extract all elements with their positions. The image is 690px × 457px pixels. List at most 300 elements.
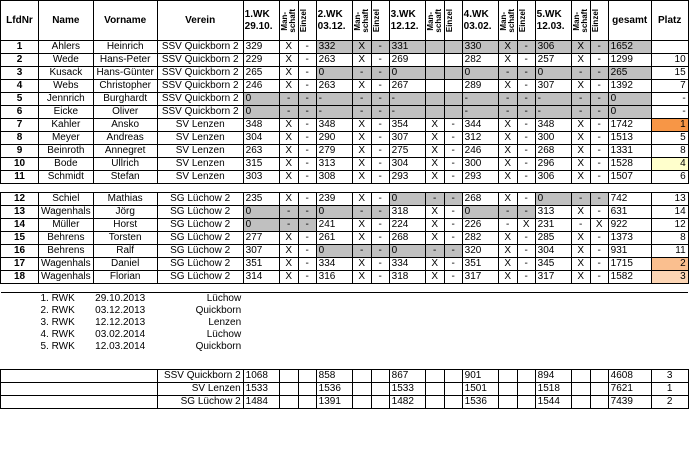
mannschaft-cell: X: [352, 232, 371, 245]
blank: [352, 329, 371, 341]
spacer-cell: [498, 284, 517, 293]
mannschaft-cell: -: [571, 193, 590, 206]
rwk-row: [1, 293, 689, 306]
table-row: [1, 158, 689, 171]
spacer-cell: [316, 361, 352, 370]
table-row: [1, 219, 689, 232]
row-vorname: Annegret: [93, 145, 157, 158]
einzel-cell: -: [517, 232, 535, 245]
score-cell: -: [535, 93, 571, 106]
row-number: 8: [1, 132, 39, 145]
mannschaft-cell: X: [498, 271, 517, 284]
score-cell: -: [316, 106, 352, 119]
mannschaft-cell: X: [425, 219, 444, 232]
rwk-date: 12.12.2013: [95, 317, 146, 328]
blank: [243, 293, 279, 306]
score-cell: 285: [535, 232, 571, 245]
mannschaft-cell: X: [352, 171, 371, 184]
row-vorname: Horst: [93, 219, 157, 232]
spacer-cell: [371, 284, 389, 293]
einzel-cell: -: [517, 54, 535, 67]
einzel-cell: -: [298, 258, 316, 271]
row-verein: SV Lenzen: [157, 145, 243, 158]
mannschaft-cell: X: [425, 258, 444, 271]
einzel-cell: -: [298, 193, 316, 206]
score-cell: 314: [243, 271, 279, 284]
blank: [535, 341, 571, 353]
score-cell: 303: [243, 171, 279, 184]
score-cell: 344: [462, 119, 498, 132]
mannschaft-cell: X: [279, 41, 298, 54]
row-name: Wagenhals: [39, 271, 94, 284]
blank: [425, 329, 444, 341]
blank: [352, 341, 371, 353]
spacer-cell: [535, 353, 571, 361]
blank: [298, 317, 316, 329]
blank: [389, 329, 425, 341]
mannschaft-cell: -: [352, 206, 371, 219]
einzel-cell: -: [444, 258, 462, 271]
row-verein: SG Lüchow 2: [157, 193, 243, 206]
mannschaft-cell: -: [498, 106, 517, 119]
blank: [590, 341, 608, 353]
row-number: 5: [1, 93, 39, 106]
team-blank: [298, 383, 316, 396]
mannschaft-cell: X: [279, 232, 298, 245]
mannschaft-cell: X: [279, 271, 298, 284]
header-mannschaft-5: Man- schaft: [571, 1, 590, 41]
blank: [608, 317, 651, 329]
einzel-cell: -: [371, 106, 389, 119]
mannschaft-cell: X: [571, 232, 590, 245]
row-platz: [651, 41, 688, 54]
row-number: 16: [1, 245, 39, 258]
team-blank: [571, 396, 590, 409]
row-gesamt: 922: [608, 219, 651, 232]
score-cell: 246: [462, 145, 498, 158]
team-total-row: [1, 383, 689, 396]
row-platz: 14: [651, 206, 688, 219]
mannschaft-cell: -: [279, 206, 298, 219]
spacer-cell: [425, 353, 444, 361]
spacer-cell: [389, 361, 425, 370]
blank: [371, 293, 389, 306]
row-verein: SV Lenzen: [157, 132, 243, 145]
score-cell: 257: [535, 54, 571, 67]
row-vorname: Hans-Günter: [93, 67, 157, 80]
row-number: 12: [1, 193, 39, 206]
spacer-cell: [39, 184, 94, 193]
table-row: [1, 171, 689, 184]
blank: [243, 341, 279, 353]
blank: [371, 341, 389, 353]
row-gesamt: 1331: [608, 145, 651, 158]
header-mannschaft-3: Man- schaft: [425, 1, 444, 41]
team-blank: [279, 396, 298, 409]
row-platz: -: [651, 93, 688, 106]
score-cell: 317: [535, 271, 571, 284]
einzel-cell: -: [298, 219, 316, 232]
einzel-cell: -: [590, 132, 608, 145]
mannschaft-cell: X: [279, 171, 298, 184]
rwk-label: 3. RWK: [40, 317, 75, 328]
blank: [243, 329, 279, 341]
spacer-cell: [243, 353, 279, 361]
blank: [608, 341, 651, 353]
team-gesamt: 7439: [608, 396, 651, 409]
rwk-ort: Lüchow: [206, 329, 242, 340]
einzel-cell: X: [517, 219, 535, 232]
row-platz: 13: [651, 193, 688, 206]
rwk-label: 1. RWK: [40, 293, 75, 304]
row-gesamt: 1652: [608, 41, 651, 54]
mannschaft-cell: X: [279, 258, 298, 271]
team-total-row: [1, 370, 689, 383]
row-verein: SG Lüchow 2: [157, 232, 243, 245]
einzel-cell: -: [590, 232, 608, 245]
spacer-cell: [571, 353, 590, 361]
rwk-label: 2. RWK: [40, 305, 75, 316]
einzel-cell: -: [590, 206, 608, 219]
team-wk-total: 1518: [535, 383, 571, 396]
spacer-cell: [425, 184, 444, 193]
blank: [316, 329, 352, 341]
blank: [389, 341, 425, 353]
header-wk5: 5.WK 12.03.: [535, 1, 571, 41]
einzel-cell: -: [371, 219, 389, 232]
blank: [608, 329, 651, 341]
row-gesamt: 1742: [608, 119, 651, 132]
header-einzel-5: Einzel: [590, 1, 608, 41]
mannschaft-cell: X: [279, 158, 298, 171]
einzel-cell: -: [444, 119, 462, 132]
mannschaft-cell: X: [498, 193, 517, 206]
team-wk-total: 867: [389, 370, 425, 383]
spacer-cell: [157, 353, 243, 361]
header-wk2: 2.WK 03.12.: [316, 1, 352, 41]
team-blank: [498, 370, 517, 383]
team-blank: [279, 370, 298, 383]
team-blank: [444, 383, 462, 396]
spacer-cell: [352, 184, 371, 193]
mannschaft-cell: X: [425, 145, 444, 158]
spacer-cell: [590, 353, 608, 361]
team-blank: [371, 396, 389, 409]
header-gesamt: gesamt: [608, 1, 651, 41]
score-cell: 316: [316, 271, 352, 284]
header-mannschaft-1: Man- schaft: [279, 1, 298, 41]
spacer-cell: [39, 284, 94, 293]
score-cell: 354: [389, 119, 425, 132]
team-wk-total: 1536: [462, 396, 498, 409]
spacer-cell: [535, 184, 571, 193]
einzel-cell: -: [444, 219, 462, 232]
score-cell: 0: [389, 193, 425, 206]
row-vorname: Burghardt: [93, 93, 157, 106]
score-cell: 348: [316, 119, 352, 132]
team-blank: [498, 383, 517, 396]
row-vorname: Heinrich: [93, 41, 157, 54]
row-name: Schiel: [39, 193, 94, 206]
row-name: Wagenhals: [39, 206, 94, 219]
rwk-date: 12.03.2014: [95, 341, 146, 352]
row-gesamt: 0: [608, 106, 651, 119]
einzel-cell: -: [517, 132, 535, 145]
row-number: 18: [1, 271, 39, 284]
blank: [535, 293, 571, 306]
mannschaft-cell: -: [498, 93, 517, 106]
einzel-cell: -: [444, 145, 462, 158]
spacer-cell: [1, 184, 39, 193]
einzel-cell: X: [590, 219, 608, 232]
row-platz: 15: [651, 67, 688, 80]
table-row: [1, 206, 689, 219]
blank: [571, 329, 590, 341]
einzel-cell: -: [298, 206, 316, 219]
blank: [389, 305, 425, 317]
einzel-cell: -: [371, 119, 389, 132]
einzel-cell: -: [590, 158, 608, 171]
score-cell: 235: [243, 193, 279, 206]
spacer-cell: [608, 184, 651, 193]
score-cell: 348: [535, 119, 571, 132]
mannschaft-cell: [425, 80, 444, 93]
rwk-label: 4. RWK: [40, 329, 75, 340]
blank: [498, 317, 517, 329]
team-blank: [590, 383, 608, 396]
score-cell: 348: [243, 119, 279, 132]
einzel-cell: -: [590, 54, 608, 67]
einzel-cell: -: [444, 158, 462, 171]
einzel-cell: -: [590, 193, 608, 206]
score-cell: 269: [389, 54, 425, 67]
spacer-cell: [517, 284, 535, 293]
score-cell: 313: [535, 206, 571, 219]
row-number: 9: [1, 145, 39, 158]
einzel-cell: -: [371, 80, 389, 93]
row-number: 1: [1, 41, 39, 54]
team-wk-total: 858: [316, 370, 352, 383]
score-cell: 345: [535, 258, 571, 271]
score-cell: -: [316, 93, 352, 106]
mannschaft-cell: X: [498, 171, 517, 184]
score-cell: 318: [389, 271, 425, 284]
blank: [498, 341, 517, 353]
blank: [535, 329, 571, 341]
spacer-cell: [651, 353, 688, 361]
row-verein: SSV Quickborn 2: [157, 93, 243, 106]
spacer-cell: [279, 361, 298, 370]
row-name: Behrens: [39, 232, 94, 245]
team-wk-total: 1536: [316, 383, 352, 396]
rwk-date: 03.02.2014: [95, 329, 146, 340]
spacer-cell: [316, 284, 352, 293]
score-cell: 0: [243, 219, 279, 232]
team-verein: SG Lüchow 2: [157, 396, 243, 409]
blank: [571, 305, 590, 317]
blank: [608, 305, 651, 317]
blank: [517, 293, 535, 306]
row-name: Ahlers: [39, 41, 94, 54]
score-cell: 334: [389, 258, 425, 271]
team-wk-total: 1391: [316, 396, 352, 409]
mannschaft-cell: X: [352, 145, 371, 158]
score-cell: 307: [243, 245, 279, 258]
einzel-cell: -: [517, 80, 535, 93]
einzel-cell: -: [517, 106, 535, 119]
einzel-cell: -: [371, 54, 389, 67]
team-wk-total: 1484: [243, 396, 279, 409]
einzel-cell: [444, 93, 462, 106]
mannschaft-cell: X: [425, 132, 444, 145]
blank: [279, 305, 298, 317]
mannschaft-cell: [425, 54, 444, 67]
einzel-cell: -: [517, 158, 535, 171]
score-cell: 0: [389, 245, 425, 258]
mannschaft-cell: X: [571, 206, 590, 219]
score-cell: 263: [243, 145, 279, 158]
score-cell: -: [535, 106, 571, 119]
mannschaft-cell: -: [571, 106, 590, 119]
rwk-blank: [1, 317, 39, 329]
score-cell: 293: [462, 171, 498, 184]
row-platz: 2: [651, 258, 688, 271]
einzel-cell: -: [298, 54, 316, 67]
score-cell: 0: [243, 106, 279, 119]
blank: [651, 341, 688, 353]
score-cell: 268: [389, 232, 425, 245]
mannschaft-cell: X: [571, 158, 590, 171]
row-vorname: Daniel: [93, 258, 157, 271]
mannschaft-cell: -: [352, 93, 371, 106]
row-verein: SG Lüchow 2: [157, 206, 243, 219]
einzel-cell: -: [371, 232, 389, 245]
score-cell: 263: [316, 54, 352, 67]
row-verein: SG Lüchow 2: [157, 258, 243, 271]
blank: [316, 293, 352, 306]
blank: [371, 317, 389, 329]
team-blank: [444, 370, 462, 383]
mannschaft-cell: X: [352, 41, 371, 54]
blank: [425, 293, 444, 306]
table-row: [1, 119, 689, 132]
row-gesamt: 1582: [608, 271, 651, 284]
einzel-cell: -: [371, 193, 389, 206]
spacer-cell: [389, 184, 425, 193]
einzel-cell: -: [298, 41, 316, 54]
table-row: [1, 54, 689, 67]
spacer-cell: [462, 361, 498, 370]
score-cell: 329: [243, 41, 279, 54]
blank: [243, 317, 279, 329]
row-gesamt: 1507: [608, 171, 651, 184]
header-einzel-3: Einzel: [444, 1, 462, 41]
spacer-cell: [279, 353, 298, 361]
row-verein: SG Lüchow 2: [157, 219, 243, 232]
row-gesamt: 265: [608, 67, 651, 80]
mannschaft-cell: X: [279, 54, 298, 67]
einzel-cell: -: [371, 158, 389, 171]
row-verein: SSV Quickborn 2: [157, 41, 243, 54]
einzel-cell: -: [298, 119, 316, 132]
team-blank: [425, 370, 444, 383]
blank: [462, 341, 498, 353]
team-blank: [1, 370, 158, 383]
row-name: Behrens: [39, 245, 94, 258]
blank: [535, 317, 571, 329]
einzel-cell: -: [517, 245, 535, 258]
einzel-cell: -: [517, 41, 535, 54]
blank: [571, 341, 590, 353]
score-cell: 241: [316, 219, 352, 232]
spacer-cell: [371, 184, 389, 193]
score-cell: 289: [462, 80, 498, 93]
einzel-cell: [444, 41, 462, 54]
einzel-cell: -: [590, 258, 608, 271]
einzel-cell: -: [444, 245, 462, 258]
score-cell: 315: [243, 158, 279, 171]
score-cell: 226: [462, 219, 498, 232]
blank: [279, 293, 298, 306]
row-platz: 6: [651, 171, 688, 184]
header-mannschaft-4: Man- schaft: [498, 1, 517, 41]
row-name: Bode: [39, 158, 94, 171]
mannschaft-cell: X: [425, 119, 444, 132]
row-verein: SV Lenzen: [157, 171, 243, 184]
row-name: Beinroth: [39, 145, 94, 158]
team-blank: [279, 383, 298, 396]
einzel-cell: -: [517, 193, 535, 206]
spacer-cell: [535, 284, 571, 293]
einzel-cell: -: [371, 132, 389, 145]
header-platz: Platz: [651, 1, 688, 41]
blank: [389, 317, 425, 329]
row-name: Müller: [39, 219, 94, 232]
team-blank: [352, 370, 371, 383]
spacer-cell: [371, 353, 389, 361]
row-number: 15: [1, 232, 39, 245]
mannschaft-cell: X: [352, 119, 371, 132]
mannschaft-cell: X: [498, 145, 517, 158]
spacer-cell: [1, 361, 39, 370]
table-row: [1, 245, 689, 258]
einzel-cell: -: [590, 67, 608, 80]
einzel-cell: [444, 67, 462, 80]
mannschaft-cell: X: [352, 80, 371, 93]
header-einzel-4: Einzel: [517, 1, 535, 41]
score-cell: 313: [316, 158, 352, 171]
score-cell: -: [462, 106, 498, 119]
einzel-cell: -: [517, 93, 535, 106]
team-wk-total: 1544: [535, 396, 571, 409]
mannschaft-cell: -: [352, 67, 371, 80]
mannschaft-cell: X: [352, 219, 371, 232]
team-blank: [352, 396, 371, 409]
einzel-cell: -: [371, 271, 389, 284]
spacer-cell: [279, 284, 298, 293]
blank: [444, 317, 462, 329]
einzel-cell: [444, 80, 462, 93]
spacer-row: [1, 284, 689, 293]
row-verein: SSV Quickborn 2: [157, 67, 243, 80]
row-number: 2: [1, 54, 39, 67]
mannschaft-cell: X: [279, 80, 298, 93]
blank: [651, 293, 688, 306]
row-number: 13: [1, 206, 39, 219]
blank: [590, 293, 608, 306]
score-cell: 293: [389, 171, 425, 184]
score-cell: 0: [316, 206, 352, 219]
